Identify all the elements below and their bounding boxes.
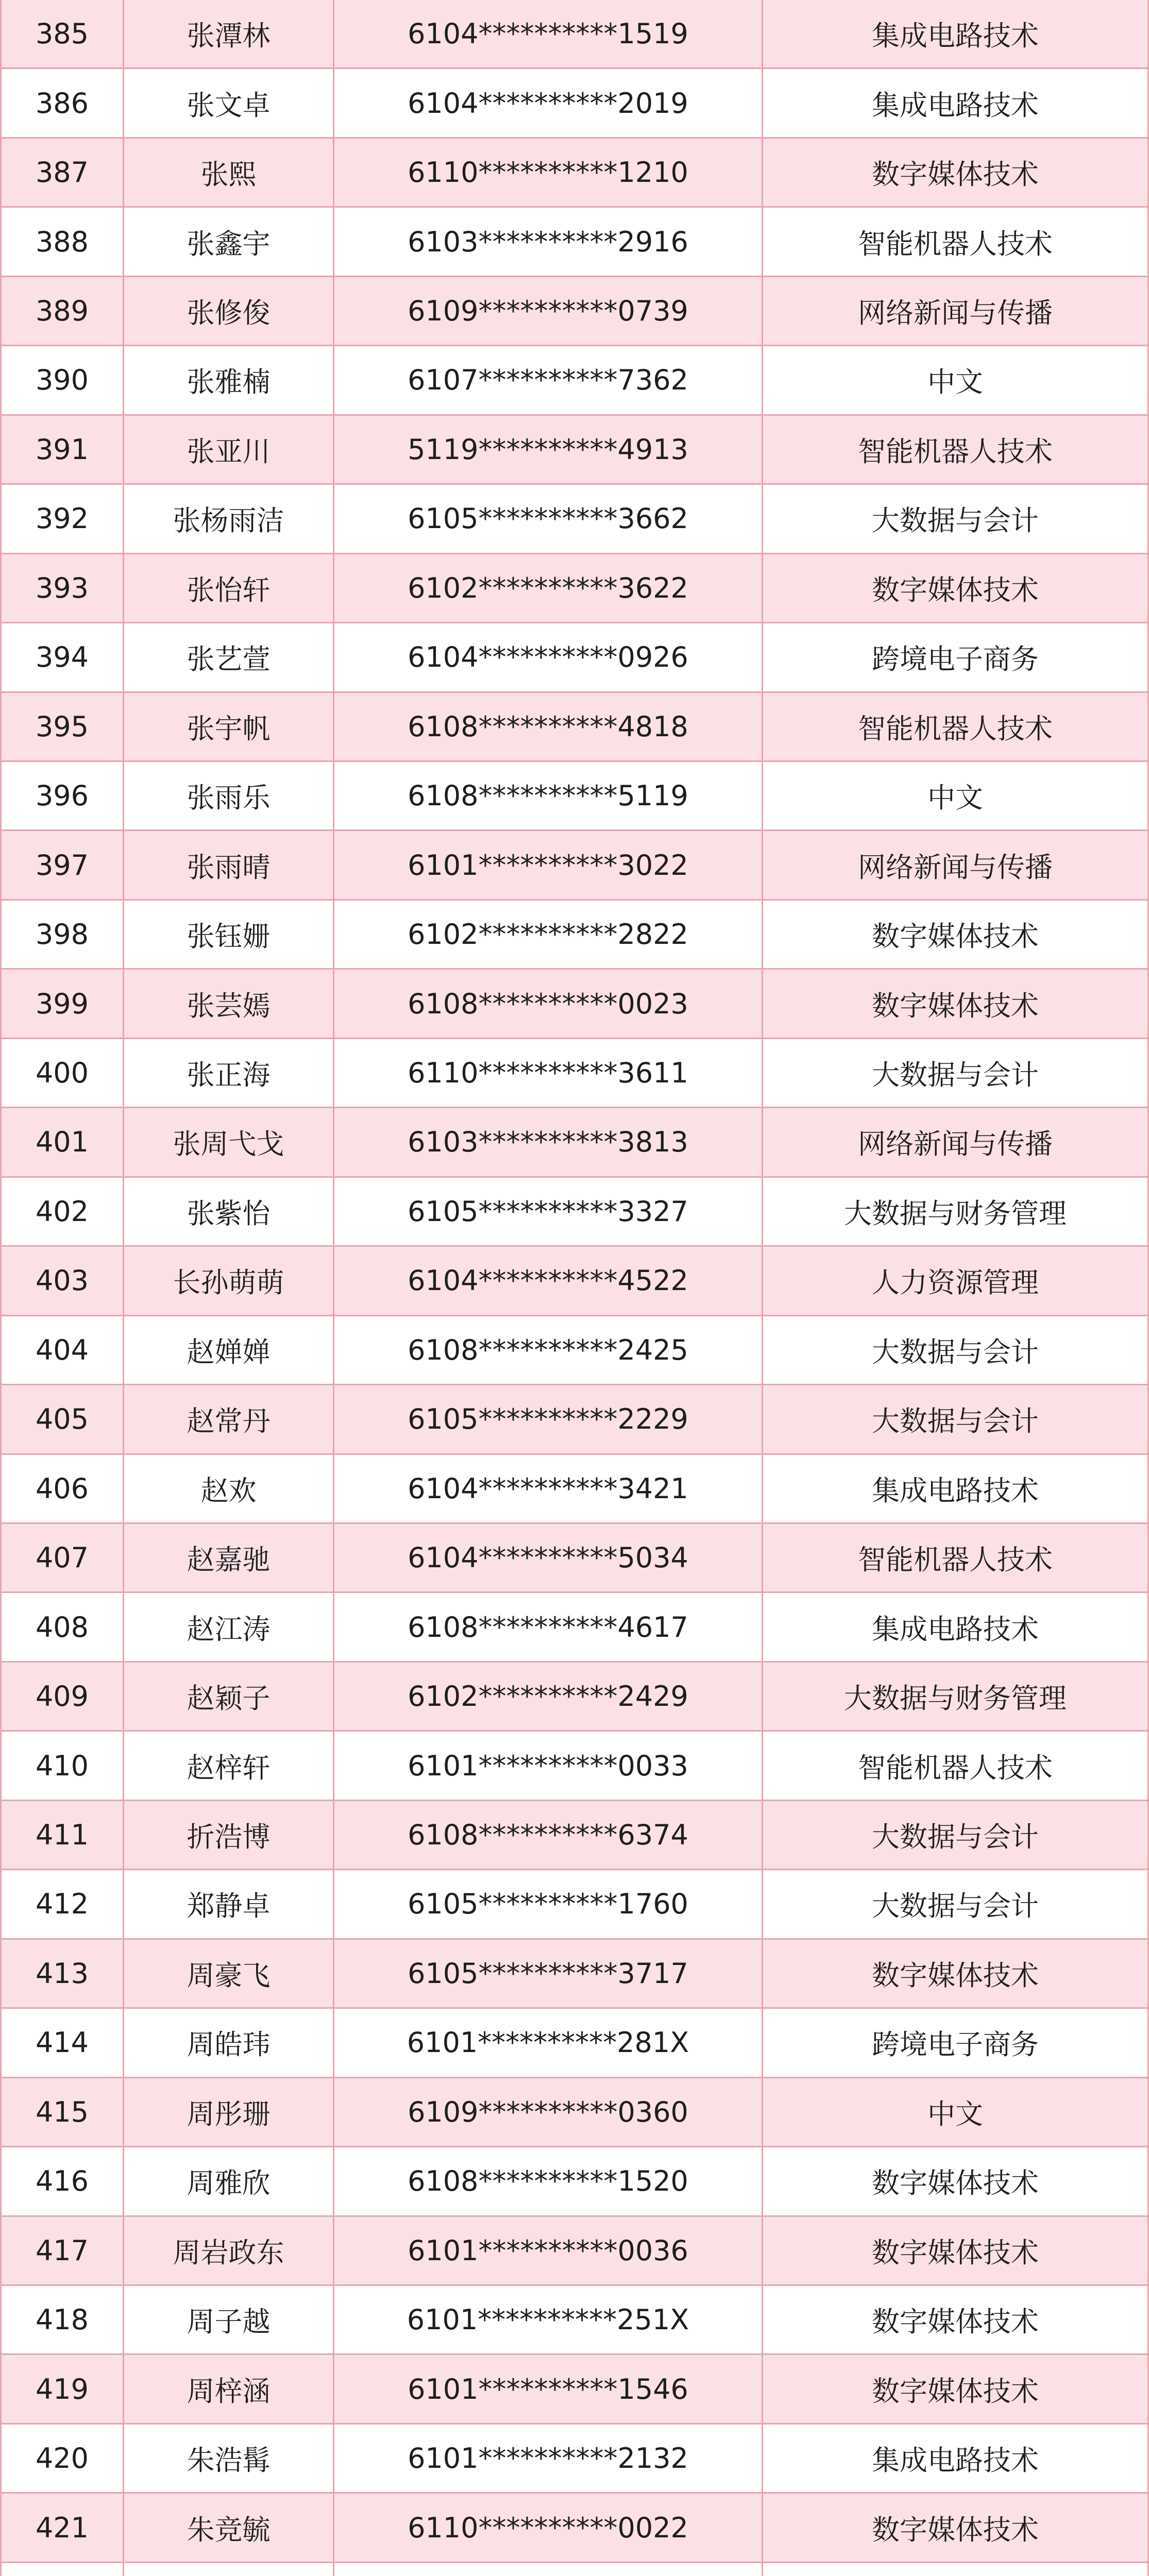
id-number-cell: 6102**********2822 xyxy=(334,901,763,968)
row-number-cell: 390 xyxy=(2,346,124,414)
row-number-cell: 410 xyxy=(2,1732,124,1799)
row-number-cell: 416 xyxy=(2,2147,124,2215)
table-row xyxy=(2,346,1147,415)
row-number-cell: 388 xyxy=(2,208,124,275)
table-row xyxy=(2,2217,1147,2286)
table-row xyxy=(2,485,1147,554)
table-row xyxy=(2,139,1147,208)
major-cell: 数字媒体技术 xyxy=(872,2306,1039,2338)
name-cell: 张熙 xyxy=(124,139,334,206)
table-row xyxy=(2,831,1147,900)
name-cell: 赵嘉驰 xyxy=(124,1524,334,1591)
id-number-cell: 6101**********0036 xyxy=(334,2217,763,2284)
major-cell: 大数据与财务管理 xyxy=(844,1682,1067,1715)
name-cell: 张杨雨洁 xyxy=(124,485,334,552)
row-number-cell: 411 xyxy=(2,1801,124,1869)
id-number-cell: 6104**********1519 xyxy=(334,0,763,67)
id-number-cell xyxy=(334,2563,763,2576)
major-cell: 大数据与会计 xyxy=(872,1335,1039,1368)
table-row xyxy=(2,554,1147,623)
name-cell: 赵欢 xyxy=(124,1455,334,1522)
major-cell: 数字媒体技术 xyxy=(872,158,1039,191)
row-number-cell: 394 xyxy=(2,623,124,691)
row-number-cell: 404 xyxy=(2,1316,124,1384)
id-number-cell: 6101**********3022 xyxy=(334,831,763,899)
table-row xyxy=(2,693,1147,762)
row-number-cell: 400 xyxy=(2,1039,124,1107)
id-number-cell: 6105**********3717 xyxy=(334,1940,763,2007)
row-number-cell: 421 xyxy=(2,2494,124,2561)
row-number-cell: 397 xyxy=(2,831,124,899)
name-cell xyxy=(124,2563,334,2576)
table-row xyxy=(2,901,1147,970)
id-number-cell: 6109**********0360 xyxy=(334,2078,763,2146)
id-number-cell: 6108**********4617 xyxy=(334,1593,763,1660)
name-cell: 张芸嫣 xyxy=(124,970,334,1037)
major-cell: 集成电路技术 xyxy=(872,20,1039,53)
row-number-cell: 409 xyxy=(2,1663,124,1730)
table-row xyxy=(2,1108,1147,1177)
major-cell: 数字媒体技术 xyxy=(872,573,1039,606)
table-row xyxy=(2,623,1147,692)
id-number-cell: 6108**********4818 xyxy=(334,693,763,760)
row-number-cell: 408 xyxy=(2,1593,124,1660)
name-cell: 赵梓轩 xyxy=(124,1732,334,1799)
major-cell: 网络新闻与传播 xyxy=(858,1128,1053,1161)
name-cell: 周彤珊 xyxy=(124,2078,334,2146)
major-cell: 跨境电子商务 xyxy=(872,643,1039,676)
major-cell xyxy=(763,2563,1147,2576)
row-number-cell: 392 xyxy=(2,485,124,552)
name-cell: 张亚川 xyxy=(124,416,334,483)
table-row xyxy=(2,1385,1147,1454)
id-number-cell: 6102**********2429 xyxy=(334,1663,763,1730)
id-number-cell: 6104**********3421 xyxy=(334,1455,763,1522)
row-number-cell: 391 xyxy=(2,416,124,483)
major-cell: 中文 xyxy=(927,782,983,815)
table-row xyxy=(2,1455,1147,1524)
name-cell: 周梓涵 xyxy=(124,2355,334,2422)
table-row xyxy=(2,1663,1147,1732)
table-row xyxy=(2,1732,1147,1801)
table-row xyxy=(2,2425,1147,2494)
row-number-cell: 403 xyxy=(2,1247,124,1314)
major-cell: 大数据与会计 xyxy=(872,1890,1039,1923)
id-number-cell: 6102**********3622 xyxy=(334,554,763,622)
name-cell: 周豪飞 xyxy=(124,1940,334,2007)
name-cell: 赵江涛 xyxy=(124,1593,334,1660)
id-number-cell: 6103**********3813 xyxy=(334,1108,763,1176)
table-row xyxy=(2,762,1147,831)
id-number-cell: 6110**********1210 xyxy=(334,139,763,206)
major-cell: 集成电路技术 xyxy=(872,1474,1039,1507)
row-number-cell: 415 xyxy=(2,2078,124,2146)
id-number-cell: 6104**********5034 xyxy=(334,1524,763,1591)
major-cell: 大数据与财务管理 xyxy=(844,1197,1067,1230)
table-row xyxy=(2,416,1147,485)
table-row xyxy=(2,69,1147,138)
id-number-cell: 5119**********4913 xyxy=(334,416,763,483)
row-number-cell: 398 xyxy=(2,901,124,968)
name-cell: 张紫怡 xyxy=(124,1178,334,1245)
name-cell: 郑静卓 xyxy=(124,1870,334,1938)
id-number-cell: 6107**********7362 xyxy=(334,346,763,414)
id-number-cell: 6110**********3611 xyxy=(334,1039,763,1107)
id-number-cell: 6104**********4522 xyxy=(334,1247,763,1314)
major-cell: 数字媒体技术 xyxy=(872,2513,1039,2546)
name-cell: 张修俊 xyxy=(124,277,334,345)
major-cell: 人力资源管理 xyxy=(872,1266,1039,1299)
id-number-cell: 6103**********2916 xyxy=(334,208,763,275)
name-cell: 张雅楠 xyxy=(124,346,334,414)
table-row xyxy=(2,2355,1147,2424)
id-number-cell: 6108**********6374 xyxy=(334,1801,763,1869)
id-number-cell: 6108**********5119 xyxy=(334,762,763,829)
major-cell: 数字媒体技术 xyxy=(872,1959,1039,1992)
table-row xyxy=(2,1524,1147,1593)
major-cell: 数字媒体技术 xyxy=(872,2375,1039,2408)
name-cell: 张雨乐 xyxy=(124,762,334,829)
major-cell: 数字媒体技术 xyxy=(872,989,1039,1022)
row-number-cell: 386 xyxy=(2,69,124,137)
row-number-cell: 389 xyxy=(2,277,124,345)
id-number-cell: 6105**********3327 xyxy=(334,1178,763,1245)
row-number-cell: 395 xyxy=(2,693,124,760)
major-cell: 数字媒体技术 xyxy=(872,2167,1039,2200)
name-cell: 朱浩髯 xyxy=(124,2425,334,2492)
name-cell: 张鑫宇 xyxy=(124,208,334,275)
row-number-cell: 420 xyxy=(2,2425,124,2492)
row-number-cell: 393 xyxy=(2,554,124,622)
name-cell: 张正海 xyxy=(124,1039,334,1107)
row-number-cell: 419 xyxy=(2,2355,124,2422)
row-number-cell: 414 xyxy=(2,2009,124,2076)
major-cell: 网络新闻与传播 xyxy=(858,851,1053,884)
row-number-cell: 407 xyxy=(2,1524,124,1591)
name-cell: 张钰姗 xyxy=(124,901,334,968)
table-row xyxy=(2,2286,1147,2355)
table-row xyxy=(2,1039,1147,1108)
name-cell: 张宇帆 xyxy=(124,693,334,760)
major-cell: 网络新闻与传播 xyxy=(858,297,1053,330)
row-number-cell: 399 xyxy=(2,970,124,1037)
row-number-cell xyxy=(2,2563,124,2576)
id-number-cell: 6108**********2425 xyxy=(334,1316,763,1384)
name-cell: 张潭林 xyxy=(124,0,334,67)
table-row xyxy=(2,1593,1147,1662)
major-cell: 集成电路技术 xyxy=(872,1613,1039,1646)
row-number-cell: 385 xyxy=(2,0,124,67)
id-number-cell: 6104**********2019 xyxy=(334,69,763,137)
name-cell: 周雅欣 xyxy=(124,2147,334,2215)
major-cell: 数字媒体技术 xyxy=(872,2236,1039,2269)
table-row xyxy=(2,1801,1147,1870)
name-cell: 周子越 xyxy=(124,2286,334,2353)
major-cell: 智能机器人技术 xyxy=(858,1544,1053,1577)
table-row xyxy=(2,1247,1147,1316)
table-row xyxy=(2,1940,1147,2009)
row-number-cell: 402 xyxy=(2,1178,124,1245)
name-cell: 周皓玮 xyxy=(124,2009,334,2076)
name-cell: 赵颖子 xyxy=(124,1663,334,1730)
row-number-cell: 413 xyxy=(2,1940,124,2007)
name-cell: 张雨晴 xyxy=(124,831,334,899)
row-number-cell: 412 xyxy=(2,1870,124,1938)
id-number-cell: 6101**********0033 xyxy=(334,1732,763,1799)
name-cell: 赵婵婵 xyxy=(124,1316,334,1384)
id-number-cell: 6104**********0926 xyxy=(334,623,763,691)
major-cell: 大数据与会计 xyxy=(872,504,1039,537)
table-row xyxy=(2,970,1147,1039)
major-cell: 智能机器人技术 xyxy=(858,1751,1053,1784)
name-cell: 张怡轩 xyxy=(124,554,334,622)
name-cell: 张艺萱 xyxy=(124,623,334,691)
major-cell: 大数据与会计 xyxy=(872,1059,1039,1092)
id-number-cell: 6105**********1760 xyxy=(334,1870,763,1938)
major-cell: 集成电路技术 xyxy=(872,2444,1039,2477)
major-cell: 跨境电子商务 xyxy=(872,2028,1039,2061)
table-row xyxy=(2,2009,1147,2078)
major-cell: 智能机器人技术 xyxy=(858,712,1053,745)
row-number-cell: 401 xyxy=(2,1108,124,1176)
name-cell: 赵常丹 xyxy=(124,1385,334,1453)
table-row xyxy=(2,2494,1147,2563)
table-row xyxy=(2,1316,1147,1385)
id-number-cell: 6101**********251X xyxy=(334,2286,763,2353)
id-number-cell: 6109**********0739 xyxy=(334,277,763,345)
id-number-cell: 6108**********0023 xyxy=(334,970,763,1037)
table-row xyxy=(2,2563,1147,2576)
major-cell: 智能机器人技术 xyxy=(858,435,1053,468)
table-row xyxy=(2,1178,1147,1247)
id-number-cell: 6101**********1546 xyxy=(334,2355,763,2422)
table-row xyxy=(2,2147,1147,2216)
id-number-cell: 6108**********1520 xyxy=(334,2147,763,2215)
name-cell: 朱竞毓 xyxy=(124,2494,334,2561)
name-cell: 张周弋戈 xyxy=(124,1108,334,1176)
name-cell: 张文卓 xyxy=(124,69,334,137)
id-number-cell: 6110**********0022 xyxy=(334,2494,763,2561)
row-number-cell: 387 xyxy=(2,139,124,206)
row-number-cell: 417 xyxy=(2,2217,124,2284)
row-number-cell: 405 xyxy=(2,1385,124,1453)
id-number-cell: 6105**********3662 xyxy=(334,485,763,552)
table-row xyxy=(2,208,1147,277)
name-cell: 折浩博 xyxy=(124,1801,334,1869)
table-row xyxy=(2,1870,1147,1939)
major-cell: 集成电路技术 xyxy=(872,89,1039,122)
row-number-cell: 396 xyxy=(2,762,124,829)
row-number-cell: 406 xyxy=(2,1455,124,1522)
major-cell: 智能机器人技术 xyxy=(858,227,1053,260)
row-number-cell: 418 xyxy=(2,2286,124,2353)
table-row xyxy=(2,2078,1147,2147)
major-cell: 大数据与会计 xyxy=(872,1405,1039,1438)
id-number-cell: 6101**********281X xyxy=(334,2009,763,2076)
major-cell: 中文 xyxy=(927,2097,983,2130)
table-row xyxy=(2,0,1147,69)
major-cell: 数字媒体技术 xyxy=(872,920,1039,953)
name-cell: 长孙萌萌 xyxy=(124,1247,334,1314)
name-cell: 周岩政东 xyxy=(124,2217,334,2284)
id-number-cell: 6101**********2132 xyxy=(334,2425,763,2492)
id-number-cell: 6105**********2229 xyxy=(334,1385,763,1453)
major-cell: 大数据与会计 xyxy=(872,1821,1039,1853)
table-row xyxy=(2,277,1147,346)
major-cell: 中文 xyxy=(927,366,983,399)
